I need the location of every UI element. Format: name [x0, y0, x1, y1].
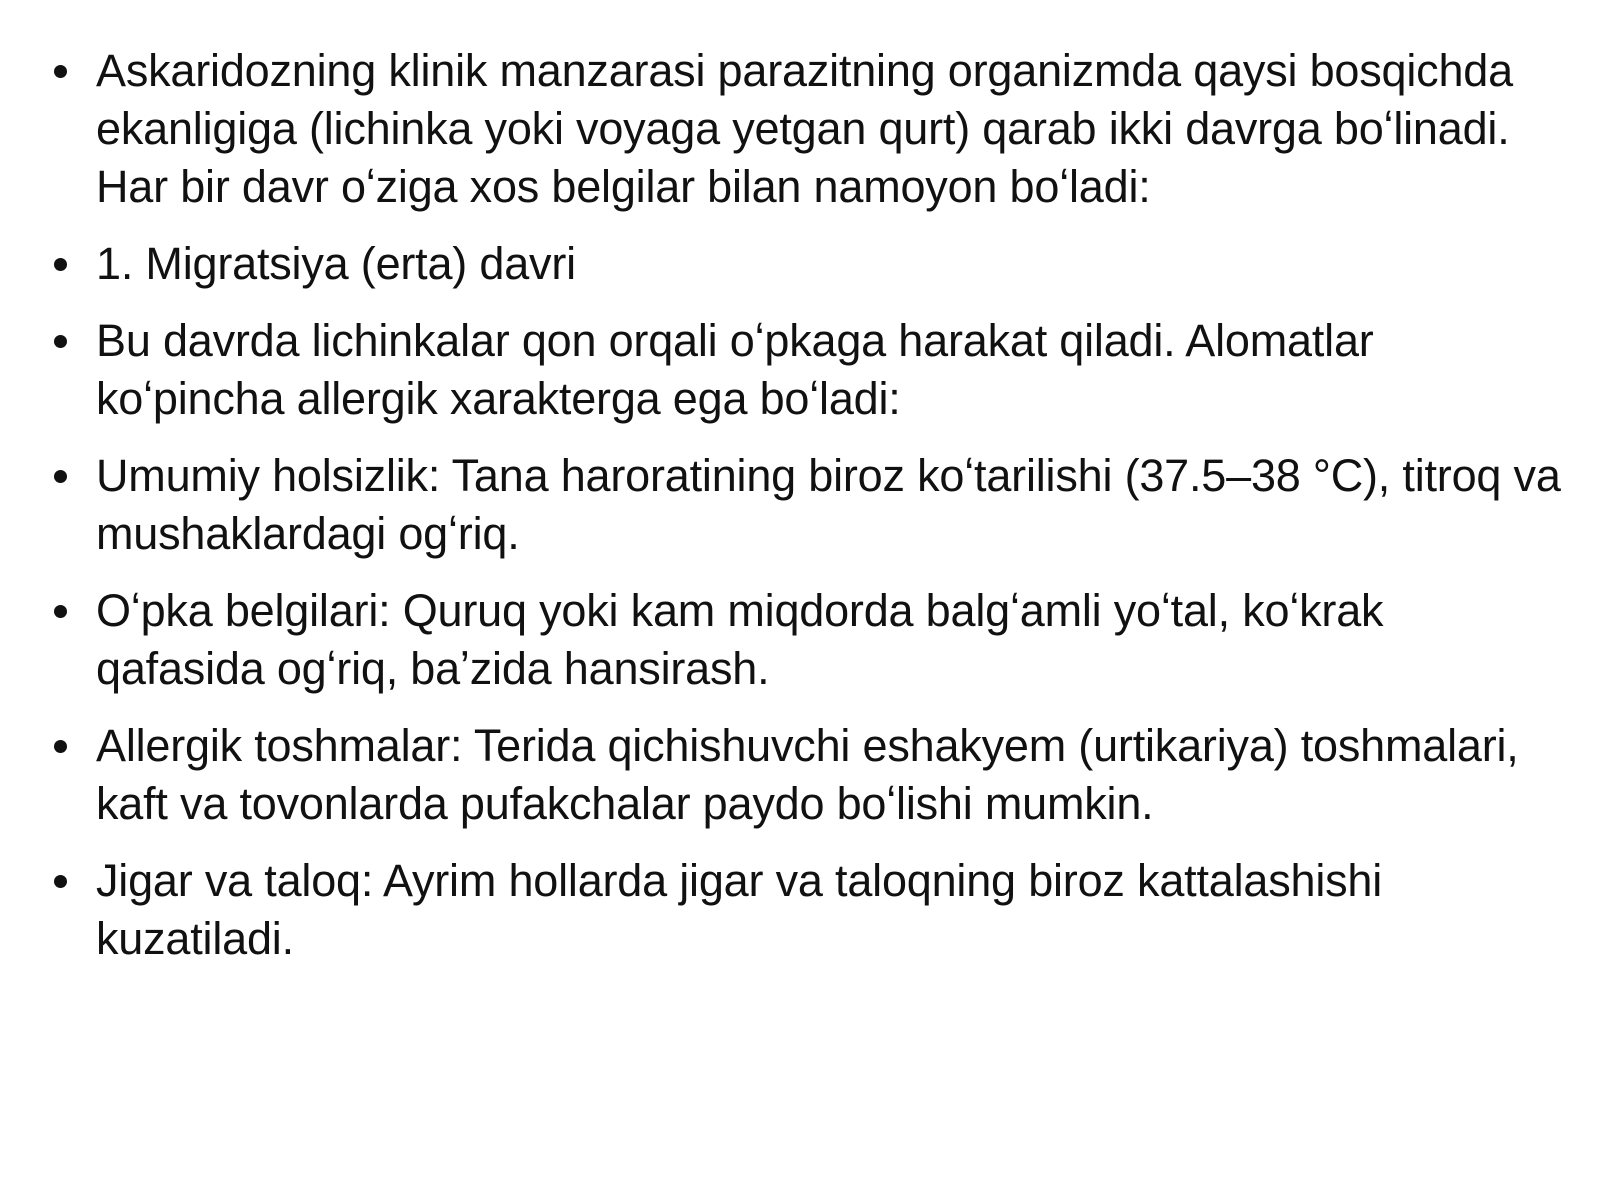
bullet-dot-icon — [54, 335, 67, 348]
bullet-text: Oʻpka belgilari: Quruq yoki kam miqdorda balgʻamli yoʻtal, koʻkrak qafasida ogʻriq, baʼzida hansirash. — [96, 585, 1384, 694]
bullet-text: Umumiy holsizlik: Tana haroratining biroz koʻtarilishi (37.5–38 °C), titroq va mushaklardagi ogʻriq. — [96, 450, 1561, 559]
bullet-dot-icon — [54, 470, 67, 483]
bullet-text: 1. Migratsiya (erta) davri — [96, 238, 576, 289]
bullet-text: Jigar va taloq: Ayrim hollarda jigar va taloqning biroz kattalashishi kuzatiladi. — [96, 855, 1383, 964]
bullet-text: Allergik toshmalar: Terida qichishuvchi eshakyem (urtikariya) toshmalari, kaft va tovonlarda pufakchalar paydo boʻlishi mumkin. — [96, 720, 1519, 829]
bullet-item-liver-spleen — [54, 852, 1564, 968]
bullet-text: Bu davrda lichinkalar qon orqali oʻpkaga harakat qiladi. Alomatlar koʻpincha allergik xarakterga ega boʻladi: — [96, 315, 1374, 424]
bullet-dot-icon — [54, 65, 67, 78]
bullet-item-lung-signs — [54, 582, 1564, 698]
bullet-text: Askaridozning klinik manzarasi parazitning organizmda qaysi bosqichda ekanligiga (lichinka yoki voyaga yetgan qurt) qarab ikki davrga boʻlinadi. Har bir davr oʻziga xos belgilar bilan namoyon boʻladi: — [96, 45, 1513, 212]
bullet-item-allergic-rashes — [54, 717, 1564, 833]
bullet-dot-icon — [54, 875, 67, 888]
bullet-item-period-description — [54, 312, 1564, 428]
bullet-item-intro — [54, 42, 1564, 216]
bullet-dot-icon — [54, 740, 67, 753]
bullet-dot-icon — [54, 258, 67, 271]
bullet-item-general-weakness — [54, 447, 1564, 563]
bullet-list — [54, 42, 1564, 987]
bullet-dot-icon — [54, 605, 67, 618]
bullet-item-migration-period — [54, 235, 1564, 293]
